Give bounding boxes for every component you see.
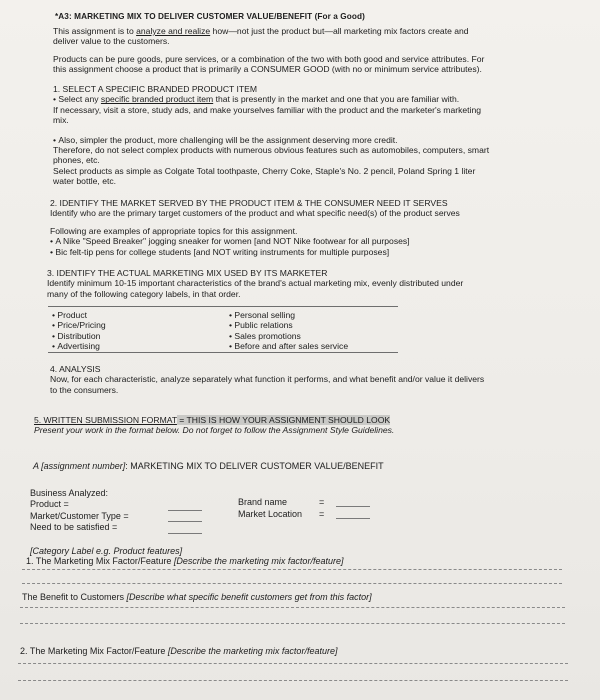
- answer-line: [20, 607, 565, 608]
- feature-item-2: 2. The Marketing Mix Factor/Feature [Describe the marketing mix factor/feature]: [20, 646, 338, 656]
- format-header: A [assignment number]: MARKETING MIX TO DELIVER CUSTOMER VALUE/BENEFIT: [33, 461, 384, 471]
- section-2: 2. IDENTIFY THE MARKET SERVED BY THE PRODUCT ITEM & THE CONSUMER NEED IT SERVES Identify who are the primary target customers of the product and what specific need(s) of the product serves Following are examples of appropriate topics for this assignment. • A Nike "Speed Breaker" jogging sneaker for women [and NOT Nike footwear for all purposes] • Bic felt-tip pens for college students [and NOT writing instruments for multiple purposes]: [50, 198, 460, 257]
- table-bottom-rule: [48, 352, 398, 353]
- format-equals: = =: [319, 497, 325, 519]
- section-4: 4. ANALYSIS Now, for each characteristic, analyze separately what function it performs, and what benefit and/or value it delivers to the consumers.: [50, 364, 485, 395]
- category-label: [Category Label e.g. Product features]: [30, 546, 183, 556]
- section-3-heading: 3. IDENTIFY THE ACTUAL MARKETING MIX USED BY ITS MARKETER: [47, 268, 328, 278]
- answer-line: [22, 583, 562, 584]
- table-top-rule: [48, 306, 398, 307]
- category-item: • Distribution: [52, 331, 106, 341]
- section-1-heading: 1. SELECT A SPECIFIC BRANDED PRODUCT ITEM: [53, 84, 258, 94]
- product-blank: [168, 510, 202, 511]
- example-item: • A Nike "Speed Breaker" jogging sneaker for women [and NOT Nike footwear for all purposes]: [50, 236, 460, 246]
- market-type-field: Market/Customer Type =: [30, 510, 129, 521]
- document-title: *A3: MARKETING MIX TO DELIVER CUSTOMER VALUE/BENEFIT (For a Good): [55, 12, 365, 21]
- products-paragraph: Products can be pure goods, pure services, or a combination of the two with both good and service attributes. For this assignment choose a product that is primarily a CONSUMER GOOD (with no or minimum service attributes).: [53, 54, 485, 75]
- example-item: • Bic felt-tip pens for college students [and NOT writing instruments for multiple purposes]: [50, 247, 460, 257]
- format-fields-left: Business Analyzed: Product = Market/Customer Type = Need to be satisfied =: [30, 488, 129, 533]
- answer-line: [20, 623, 565, 624]
- feature-item-1: 1. The Marketing Mix Factor/Feature [Describe the marketing mix factor/feature]: [26, 556, 344, 566]
- section-5-heading: 5. WRITTEN SUBMISSION FORMAT = THIS IS HOW YOUR ASSIGNMENT SHOULD LOOK: [34, 415, 391, 425]
- format-fields-right: [238, 496, 302, 520]
- category-item: • Price/Pricing: [52, 320, 106, 330]
- category-item: • Sales promotions: [229, 331, 348, 341]
- section-1: 1. SELECT A SPECIFIC BRANDED PRODUCT ITEM • Select any specific branded product item that is presently in the market and one that you are familiar with. If necessary, visit a store, study ads, and make yourselves familiar with the product and the marketer's marketing mix. • Also, simpler the product, more challenging will be the assignment deserving more credit. Therefore, do not select complex products with numerous obvious features such as automobiles, computers, smart phones, etc. Select products as simple as Colgate Total toothpaste, Cherry Coke, Staple's No. 2 pencil, Poland Spring 1 liter water bottle, etc.: [53, 84, 489, 187]
- category-item: • Product: [52, 310, 106, 320]
- answer-line: [18, 680, 568, 681]
- answer-line: [18, 663, 568, 664]
- need-field: Need to be satisfied =: [30, 522, 118, 533]
- market-type-blank: [168, 521, 202, 522]
- category-item: • Before and after sales service: [229, 341, 348, 351]
- category-item: • Personal selling: [229, 310, 348, 320]
- need-blank: [168, 533, 202, 534]
- category-item: • Public relations: [229, 320, 348, 330]
- answer-line: [22, 569, 562, 570]
- section-3: 3. IDENTIFY THE ACTUAL MARKETING MIX USED BY ITS MARKETER Identify minimum 10-15 important characteristics of the brand's actual marketing mix, evenly distributed under many of the following category labels, in that order.: [47, 268, 464, 299]
- brand-name-blank: [336, 506, 370, 507]
- category-list-left: [52, 310, 106, 352]
- section-4-heading: 4. ANALYSIS: [50, 364, 101, 374]
- section-5: 5. WRITTEN SUBMISSION FORMAT = THIS IS HOW YOUR ASSIGNMENT SHOULD LOOK Present your work in the format below. Do not forget to follow the Assignment Style Guidelines.: [34, 415, 395, 436]
- section-2-heading: 2. IDENTIFY THE MARKET SERVED BY THE PRODUCT ITEM & THE CONSUMER NEED IT SERVES: [50, 198, 448, 208]
- intro-paragraph: This assignment is to analyze and realize how—not just the product but—all marketing mix factors create and deliver value to the customers.: [53, 26, 469, 47]
- category-list-right: [229, 310, 348, 352]
- market-location-field: Market Location: [238, 509, 303, 519]
- market-location-blank: [336, 518, 370, 519]
- product-field: Product =: [30, 499, 69, 510]
- benefit-item-1: The Benefit to Customers [Describe what specific benefit customers get from this factor]: [22, 592, 372, 602]
- brand-name-field: Brand name: [238, 497, 288, 507]
- category-item: • Advertising: [52, 341, 106, 351]
